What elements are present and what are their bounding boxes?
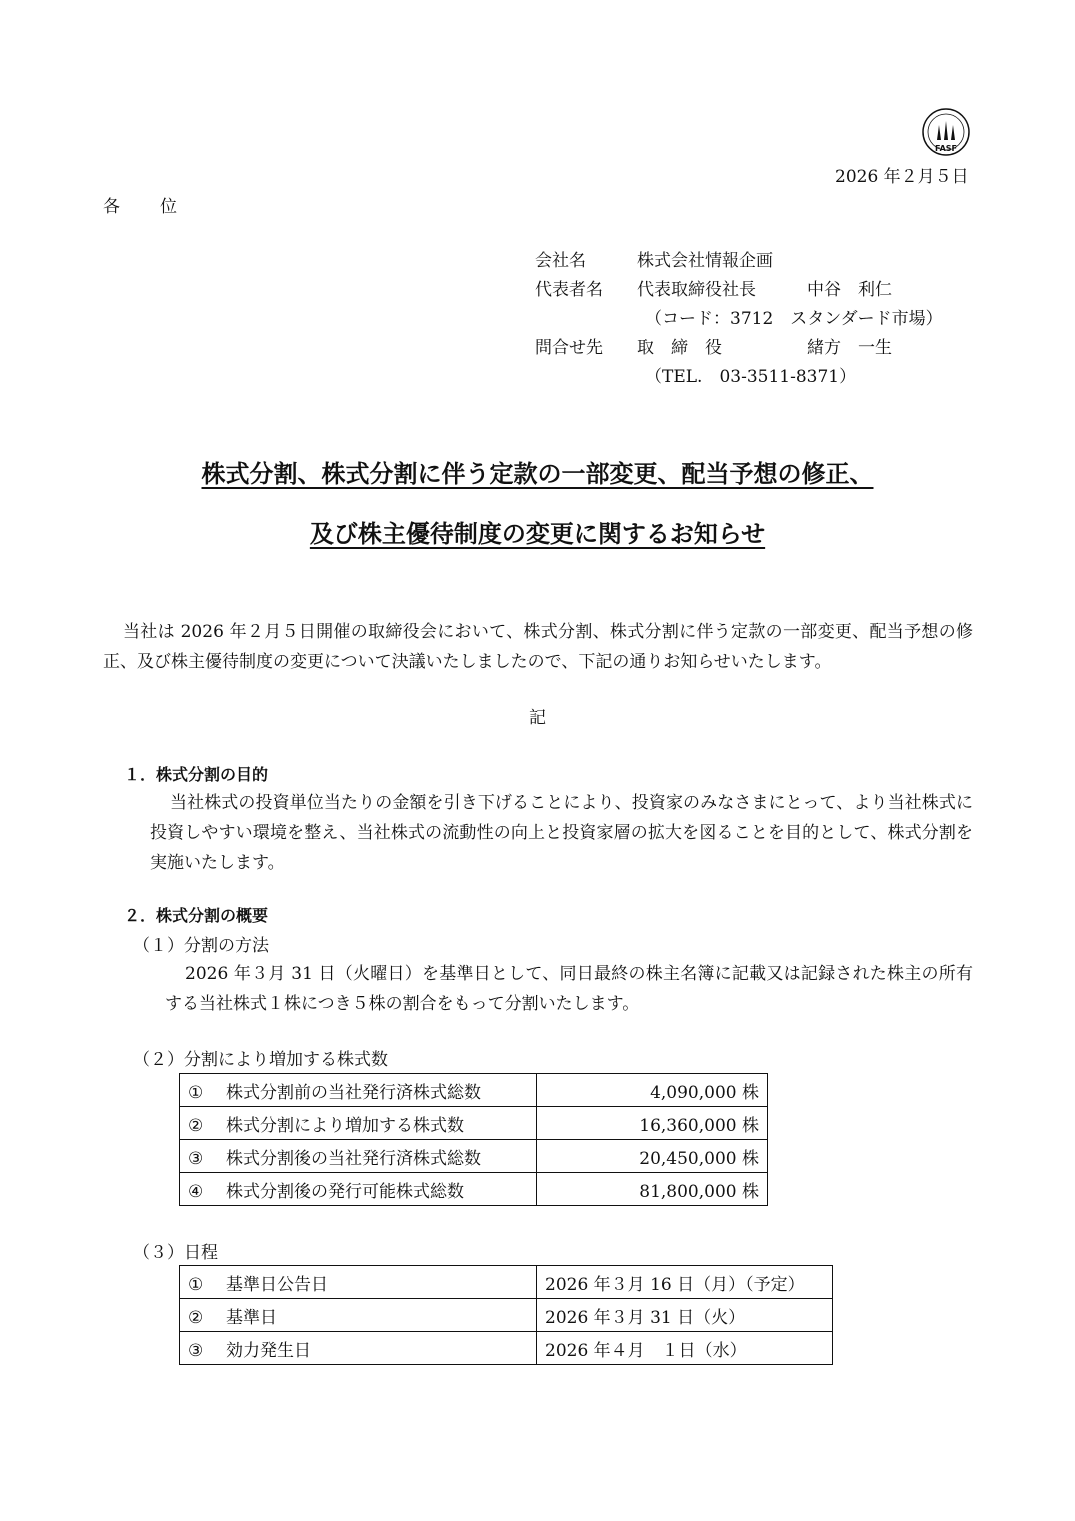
stock-code: （コード：3712 スタンダード市場） bbox=[645, 309, 943, 329]
contact-tel: （TEL. 03-3511-8371） bbox=[645, 367, 857, 387]
company-name-value: 株式会社情報企画 bbox=[637, 251, 773, 271]
company-name-label: 会社名 bbox=[535, 251, 586, 271]
table-cell-label: ③ 効力発生日 bbox=[180, 1332, 537, 1365]
table-cell-value: 4,090,000 株 bbox=[537, 1074, 768, 1107]
table-cell-label: ② 株式分割により増加する株式数 bbox=[180, 1107, 537, 1140]
contact-name: 緒方 一生 bbox=[807, 338, 892, 358]
table-row bbox=[180, 1107, 768, 1140]
subsection-3-heading: （３）日程 bbox=[133, 1243, 218, 1263]
title-line-2: 及び株主優待制度の変更に関するお知らせ bbox=[309, 519, 766, 548]
section-1-heading: １．株式分割の目的 bbox=[124, 765, 269, 784]
table-cell-label: ③ 株式分割後の当社発行済株式総数 bbox=[180, 1140, 537, 1173]
table-cell-value: 81,800,000 株 bbox=[537, 1173, 768, 1206]
table-cell-label: ① 株式分割前の当社発行済株式総数 bbox=[180, 1074, 537, 1107]
subsection-1-body: 2026 年３月 31 日（火曜日）を基準日として、同日最終の株主名簿に記載又は記録された株主の所有する当社株式１株につき５株の割合をもって分割いたします。 bbox=[165, 964, 973, 1014]
representative-label: 代表者名 bbox=[535, 280, 603, 300]
addressee: 各 位 bbox=[103, 197, 179, 217]
intro-paragraph: 当社は 2026 年２月５日開催の取締役会において、株式分割、株式分割に伴う定款の一部変更、配当予想の修正、及び株主優待制度の変更について決議いたしましたので、下記の通りお知らせいたします。 bbox=[103, 622, 973, 672]
document-date: 2026 年２月５日 bbox=[835, 167, 969, 187]
table-cell-label: ② 基準日 bbox=[180, 1299, 537, 1332]
table-cell-value: 20,450,000 株 bbox=[537, 1140, 768, 1173]
fasf-logo bbox=[917, 107, 975, 157]
section-2-heading: ２．株式分割の概要 bbox=[124, 906, 269, 925]
table-row bbox=[180, 1140, 768, 1173]
table-row bbox=[180, 1266, 833, 1299]
title-line-1: 株式分割、株式分割に伴う定款の一部変更、配当予想の修正、 bbox=[201, 459, 874, 488]
table-row bbox=[180, 1173, 768, 1206]
subsection-2-heading: （２）分割により増加する株式数 bbox=[133, 1050, 388, 1070]
table-cell-value: 2026 年４月 １日（水） bbox=[537, 1332, 833, 1365]
contact-label: 問合せ先 bbox=[535, 338, 603, 358]
ki-mark: 記 bbox=[529, 708, 546, 728]
table-row bbox=[180, 1299, 833, 1332]
table-cell-value: 2026 年３月 16 日（月）（予定） bbox=[537, 1266, 833, 1299]
subsection-1-heading: （１）分割の方法 bbox=[133, 936, 269, 956]
table-row bbox=[180, 1332, 833, 1365]
contact-title: 取 締 役 bbox=[637, 338, 722, 358]
representative-name: 中谷 利仁 bbox=[807, 280, 892, 300]
schedule-table bbox=[179, 1265, 833, 1365]
table-cell-value: 2026 年３月 31 日（火） bbox=[537, 1299, 833, 1332]
representative-title: 代表取締役社長 bbox=[637, 280, 756, 300]
table-row bbox=[180, 1074, 768, 1107]
logo-text: FASF bbox=[935, 144, 957, 153]
table-cell-label: ④ 株式分割後の発行可能株式総数 bbox=[180, 1173, 537, 1206]
section-1-body: 当社株式の投資単位当たりの金額を引き下げることにより、投資家のみなさまにとって、より当社株式に投資しやすい環境を整え、当社株式の流動性の向上と投資家層の拡大を図ることを目的として、株式分割を実施いたします。 bbox=[150, 793, 973, 873]
shares-table bbox=[179, 1073, 768, 1206]
table-cell-label: ① 基準日公告日 bbox=[180, 1266, 537, 1299]
table-cell-value: 16,360,000 株 bbox=[537, 1107, 768, 1140]
